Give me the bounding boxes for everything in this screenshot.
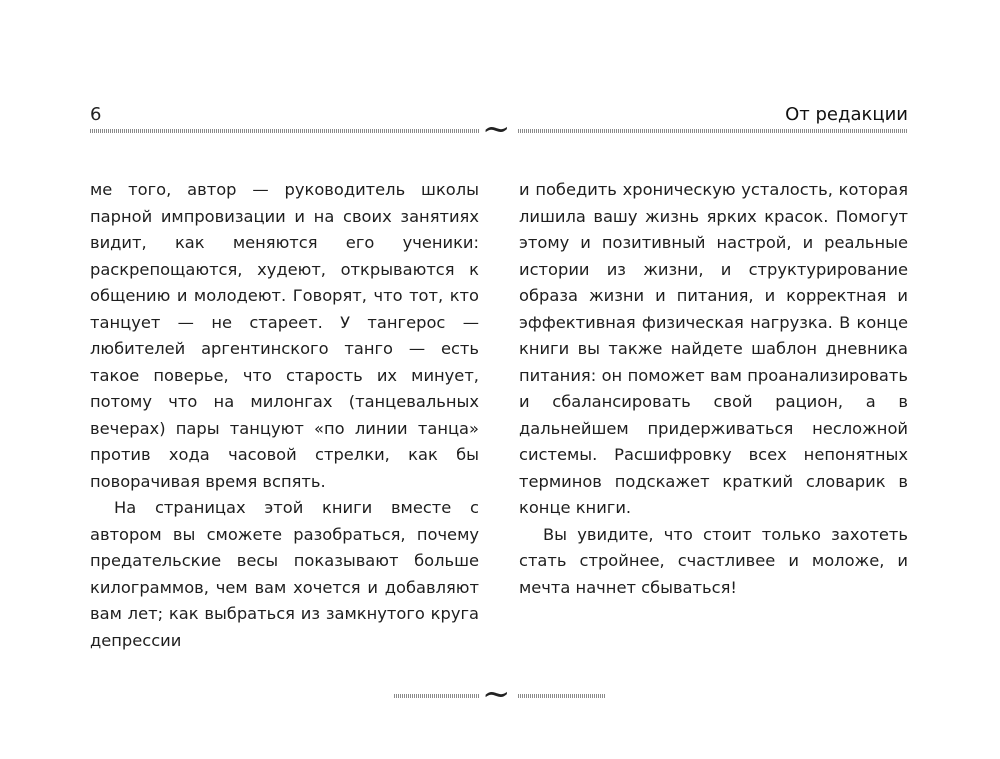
header-tilde-ornament: ~ [482,109,511,149]
running-head: От редакции [785,104,908,125]
page-number: 6 [90,104,102,125]
header-rule-right [518,129,908,133]
paragraph-right-1: и победить хроническую усталость, которая лишила вашу жизнь ярких красок. Помогут этому и позитивный настрой, и реальные истории из жизни, и структурирование образа жизни и питания, и корректная и эффективная физическая нагрузка. В конце книги вы также найдете шаблон дневника питания: он поможет вам проанализировать и сбалансировать свой рацион, а в дальнейшем придерживаться несложной системы. Расшифровку всех непонятных терминов подскажет краткий словарик в конце книги. [519,180,908,517]
text-column-left [90,177,479,654]
paragraph-left-2: На страницах этой книги вместе с автором вы сможете разобраться, почему предательские весы показывают больше килограммов, чем вам хочется и добавляют вам лет; как выбраться из замкнутого круга депрессии [90,498,479,650]
footer-tilde-ornament: ~ [482,674,511,714]
text-column-right [519,177,908,601]
footer-rule-left [394,694,480,698]
header-rule-left [90,129,480,133]
paragraph-left-1: ме того, автор — руководитель школы парной импровизации и на своих занятиях видит, как меняются его ученики: раскрепощаются, худеют, открываются к общению и молодеют. Говорят, что тот, кто танцует — не стареет. У тангерос — любителей аргентинского танго — есть такое поверье, что старость их минует, потому что на милонгах (танцевальных вечерах) пары танцуют «по линии танца» против хода часовой стрелки, как бы поворачивая время вспять. [90,180,479,491]
paragraph-right-2: Вы увидите, что стоит только захотеть стать стройнее, счастливее и моложе, и мечта начнет сбываться! [519,524,908,597]
footer-rule-right [518,694,606,698]
